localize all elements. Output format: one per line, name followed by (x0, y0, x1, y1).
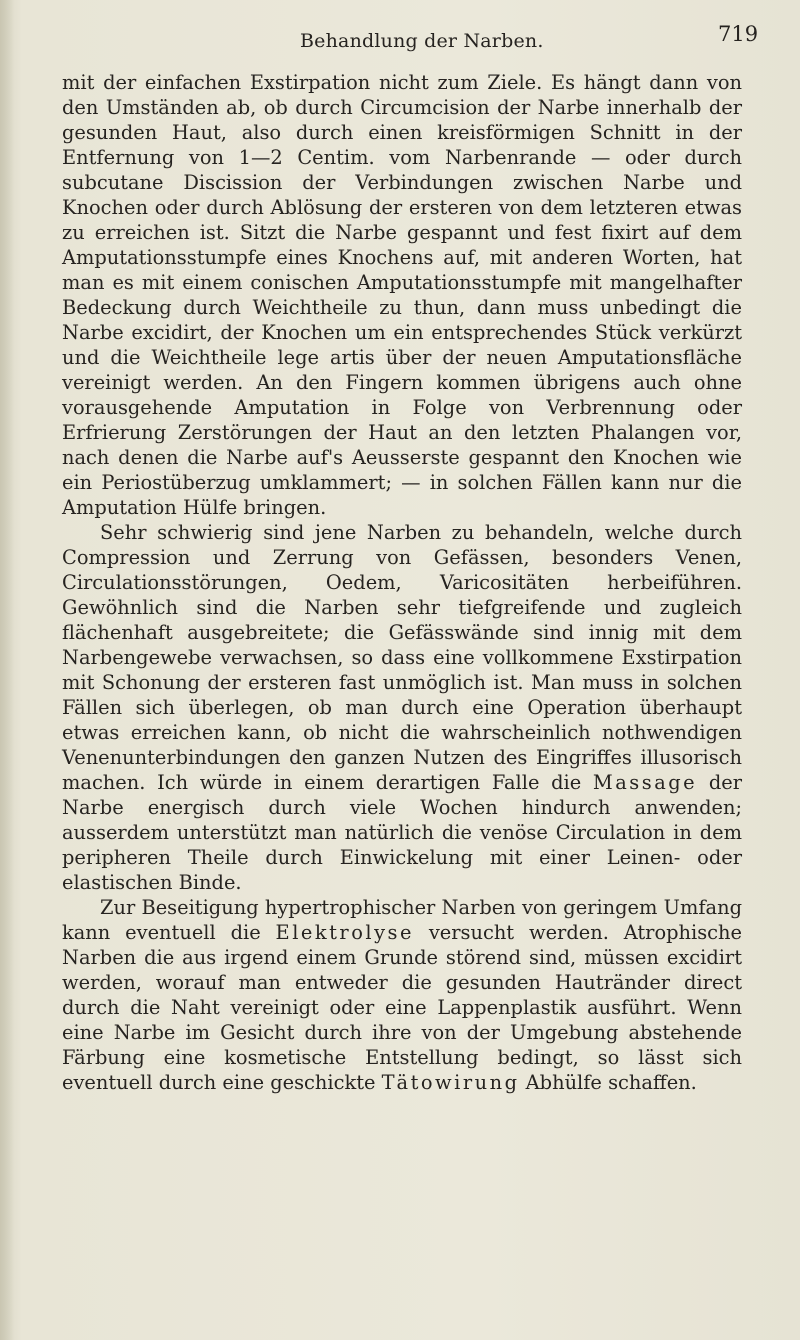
body-text (62, 70, 742, 1095)
text-segment: der Narbe energisch durch viele Wochen hindurch anwenden; ausserdem unterstützt man natürlich die venöse Circulation in dem peripheren Theile durch Einwickelung mit einer Leinen- oder elastischen Binde. (62, 771, 742, 894)
text-segment: Zur Beseitigung hypertrophischer Narben von geringem Umfang kann eventuell die (62, 896, 742, 944)
emphasis-term: Tätowirung (381, 1071, 520, 1094)
emphasis-term: Elektrolyse (275, 921, 414, 944)
paragraph-3 (62, 895, 742, 1095)
emphasis-term: Massage (592, 771, 698, 794)
text-segment: versucht werden. Atrophische Narben die aus irgend einem Grunde störend sind, müssen excidirt werden, worauf man entweder die gesunden Hautränder direct durch die Naht vereinigt oder eine Lappenplastik ausführt. Wenn eine Narbe im Gesicht durch ihre von der Umgebung abstehende Färbung eine kosmetische Entstellung bedingt, so lässt sich eventuell durch eine geschickte (62, 921, 742, 1094)
paragraph-2 (62, 520, 742, 895)
running-head (0, 22, 800, 52)
text-segment: Abhülfe schaffen. (519, 1071, 697, 1094)
spine-shadow (0, 0, 14, 1340)
page-number: 719 (718, 22, 759, 46)
running-head-title: Behandlung der Narben. (300, 30, 544, 52)
paragraph-1 (62, 70, 742, 520)
text-segment: mit der einfachen Exstirpation nicht zum Ziele. Es hängt dann von den Umständen ab, ob durch Circumcision der Narbe innerhalb der gesunden Haut, also durch einen kreisförmigen Schnitt in der Entfernung von 1—2 Centim. vom Narbenrande — oder durch subcutane Discission der Verbindungen zwischen Narbe und Knochen oder durch Ablösung der ersteren von dem letzteren etwas zu erreichen ist. Sitzt die Narbe gespannt und fest fixirt auf dem Amputationsstumpfe eines Knochens auf, mit anderen Worten, hat man es mit einem conischen Amputationsstumpfe mit mangelhafter Bedeckung durch Weichtheile zu thun, dann muss unbedingt die Narbe excidirt, der Knochen um ein entsprechendes Stück verkürzt und die Weichtheile lege artis über der neuen Amputationsfläche vereinigt werden. An den Fingern kommen übrigens auch ohne vorausgehende Amputation in Folge von Verbrennung oder Erfrierung Zerstörungen der Haut an den letzten Phalangen vor, nach denen die Narbe auf's Aeusserste gespannt den Knochen wie ein Periostüberzug umklammert; — in solchen Fällen kann nur die Amputation Hülfe bringen. (62, 71, 742, 519)
text-segment: Sehr schwierig sind jene Narben zu behandeln, welche durch Compression und Zerrung von Gefässen, besonders Venen, Circulationsstörungen, Oedem, Varicositäten herbeiführen. Gewöhnlich sind die Narben sehr tiefgreifende und zugleich flächenhaft ausgebreitete; die Gefässwände sind innig mit dem Narbengewebe verwachsen, so dass eine vollkommene Exstirpation mit Schonung der ersteren fast unmöglich ist. Man muss in solchen Fällen sich überlegen, ob man durch eine Operation überhaupt etwas erreichen kann, ob nicht die wahrscheinlich nothwendigen Venenunterbindungen den ganzen Nutzen des Eingriffes illusorisch machen. Ich würde in einem derartigen Falle die (62, 521, 742, 794)
